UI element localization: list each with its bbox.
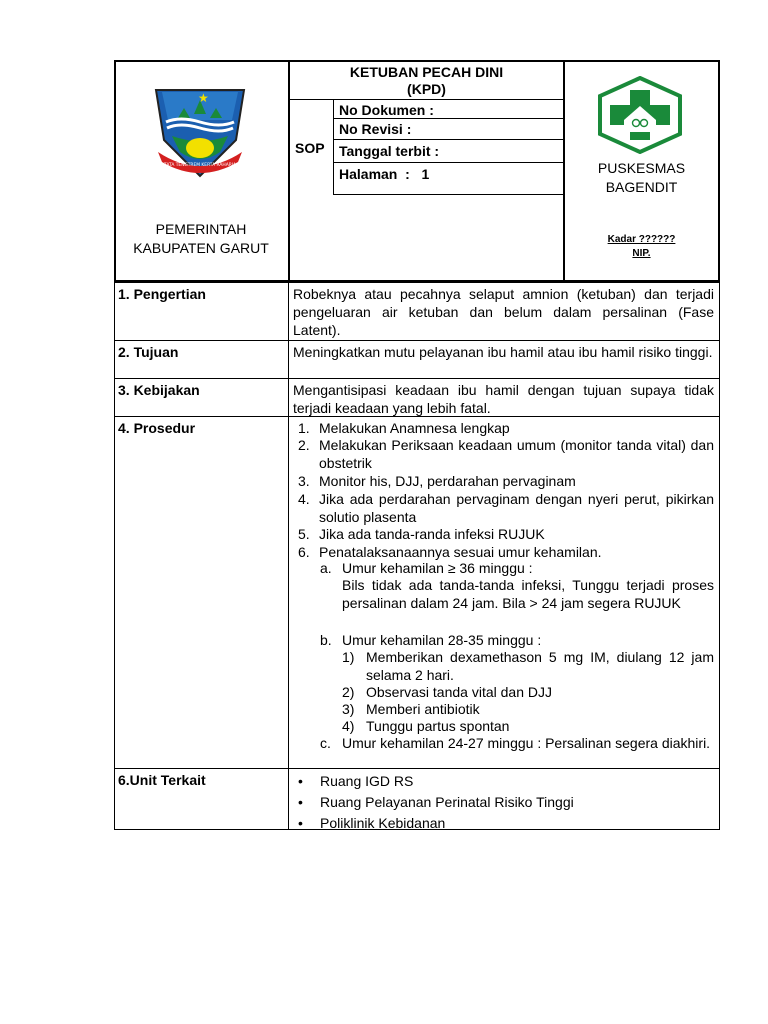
sub-b-item: Memberi antibiotik — [366, 701, 480, 717]
sub-b-text: Umur kehamilan 28-35 minggu : — [342, 632, 542, 648]
sub-a-detail: Bils tidak ada tanda-tanda infeksi, Tunggu terjadi proses persalinan dalam 24 jam. Bila > 24 jam segera RUJUK — [342, 577, 714, 611]
step-number: 5. — [298, 526, 310, 542]
unit-item: Ruang Pelayanan Perinatal Risiko Tinggi — [320, 794, 574, 810]
kebijakan-text: Mengantisipasi keadaan ibu hamil dengan tujuan supaya tidak terjadi keadaan yang lebih fatal. — [293, 382, 714, 416]
sub-b-number: 3) — [342, 701, 355, 717]
step-number: 2. — [298, 437, 310, 453]
puskesmas-name-line2: BAGENDIT — [605, 179, 678, 195]
gov-label-line1: PEMERINTAH — [155, 221, 247, 237]
halaman-field: Halaman : 1 — [339, 166, 430, 182]
kebijakan-label: 3. Kebijakan — [118, 382, 200, 398]
svg-text:TATA TENGTREM KERTA RAHARJA: TATA TENGTREM KERTA RAHARJA — [164, 163, 236, 168]
unit-item: Poliklinik Kebidanan — [320, 815, 446, 831]
puskesmas-name-line1: PUSKESMAS — [597, 160, 686, 176]
puskesmas-logo — [594, 76, 686, 154]
sub-c-label: c. — [320, 735, 331, 751]
nip-signature: NIP. — [632, 248, 651, 259]
doc-title-line1: KETUBAN PECAH DINI — [349, 64, 504, 80]
sub-b-number: 1) — [342, 649, 355, 665]
tujuan-label: 2. Tujuan — [118, 344, 179, 360]
prosedur-step: Penatalaksanaannya sesuai umur kehamilan. — [319, 544, 602, 560]
prosedur-step: Jika ada tanda-randa infeksi RUJUK — [319, 526, 545, 542]
pengertian-label: 1. Pengertian — [118, 286, 206, 302]
prosedur-step: Melakukan Anamnesa lengkap — [319, 420, 510, 436]
sop-label: SOP — [295, 140, 325, 156]
kadar-signature: Kadar ?????? — [607, 234, 676, 245]
kabupaten-garut-logo — [150, 80, 250, 180]
sub-b-item: Memberikan dexamethason 5 mg IM, diulang 12 jam selama 2 hari. — [366, 649, 714, 683]
no-revisi-field: No Revisi : — [339, 121, 412, 137]
sub-b-number: 4) — [342, 718, 355, 734]
prosedur-step: Monitor his, DJJ, perdarahan pervaginam — [319, 473, 576, 489]
step-number: 6. — [298, 544, 310, 560]
step-number: 1. — [298, 420, 310, 436]
tujuan-text: Meningkatkan mutu pelayanan ibu hamil atau ibu hamil risiko tinggi. — [293, 344, 713, 360]
no-dokumen-field: No Dokumen : — [339, 102, 434, 118]
sub-a-label: a. — [320, 560, 332, 576]
prosedur-step: Melakukan Periksaan keadaan umum (monitor tanda vital) dan obstetrik — [319, 437, 714, 471]
sub-b-item: Observasi tanda vital dan DJJ — [366, 684, 552, 700]
prosedur-label: 4. Prosedur — [118, 420, 196, 436]
sub-a-text: Umur kehamilan ≥ 36 minggu : — [342, 560, 533, 576]
gov-label-line2: KABUPATEN GARUT — [133, 240, 269, 256]
sub-b-label: b. — [320, 632, 332, 648]
bullet-icon: • — [298, 773, 303, 789]
bullet-icon: • — [298, 794, 303, 810]
prosedur-step: Jika ada perdarahan pervaginam dengan nyeri perut, pikirkan solutio plasenta — [319, 491, 714, 525]
svg-text:★: ★ — [198, 91, 209, 105]
sub-b-number: 2) — [342, 684, 355, 700]
unit-terkait-label: 6.Unit Terkait — [118, 772, 206, 788]
step-number: 3. — [298, 473, 310, 489]
tanggal-terbit-field: Tanggal terbit : — [339, 143, 440, 159]
bullet-icon: • — [298, 815, 303, 831]
doc-title-line2: (KPD) — [407, 81, 446, 97]
unit-item: Ruang IGD RS — [320, 773, 414, 789]
pengertian-text: Robeknya atau pecahnya selaput amnion (ketuban) dan terjadi pengeluaran air ketuban dan belum dalam persalinan (Fase Latent). — [293, 286, 714, 338]
step-number: 4. — [298, 491, 310, 507]
sub-b-item: Tunggu partus spontan — [366, 718, 510, 734]
sub-c-text: Umur kehamilan 24-27 minggu : Persalinan segera diakhiri. — [342, 735, 711, 751]
